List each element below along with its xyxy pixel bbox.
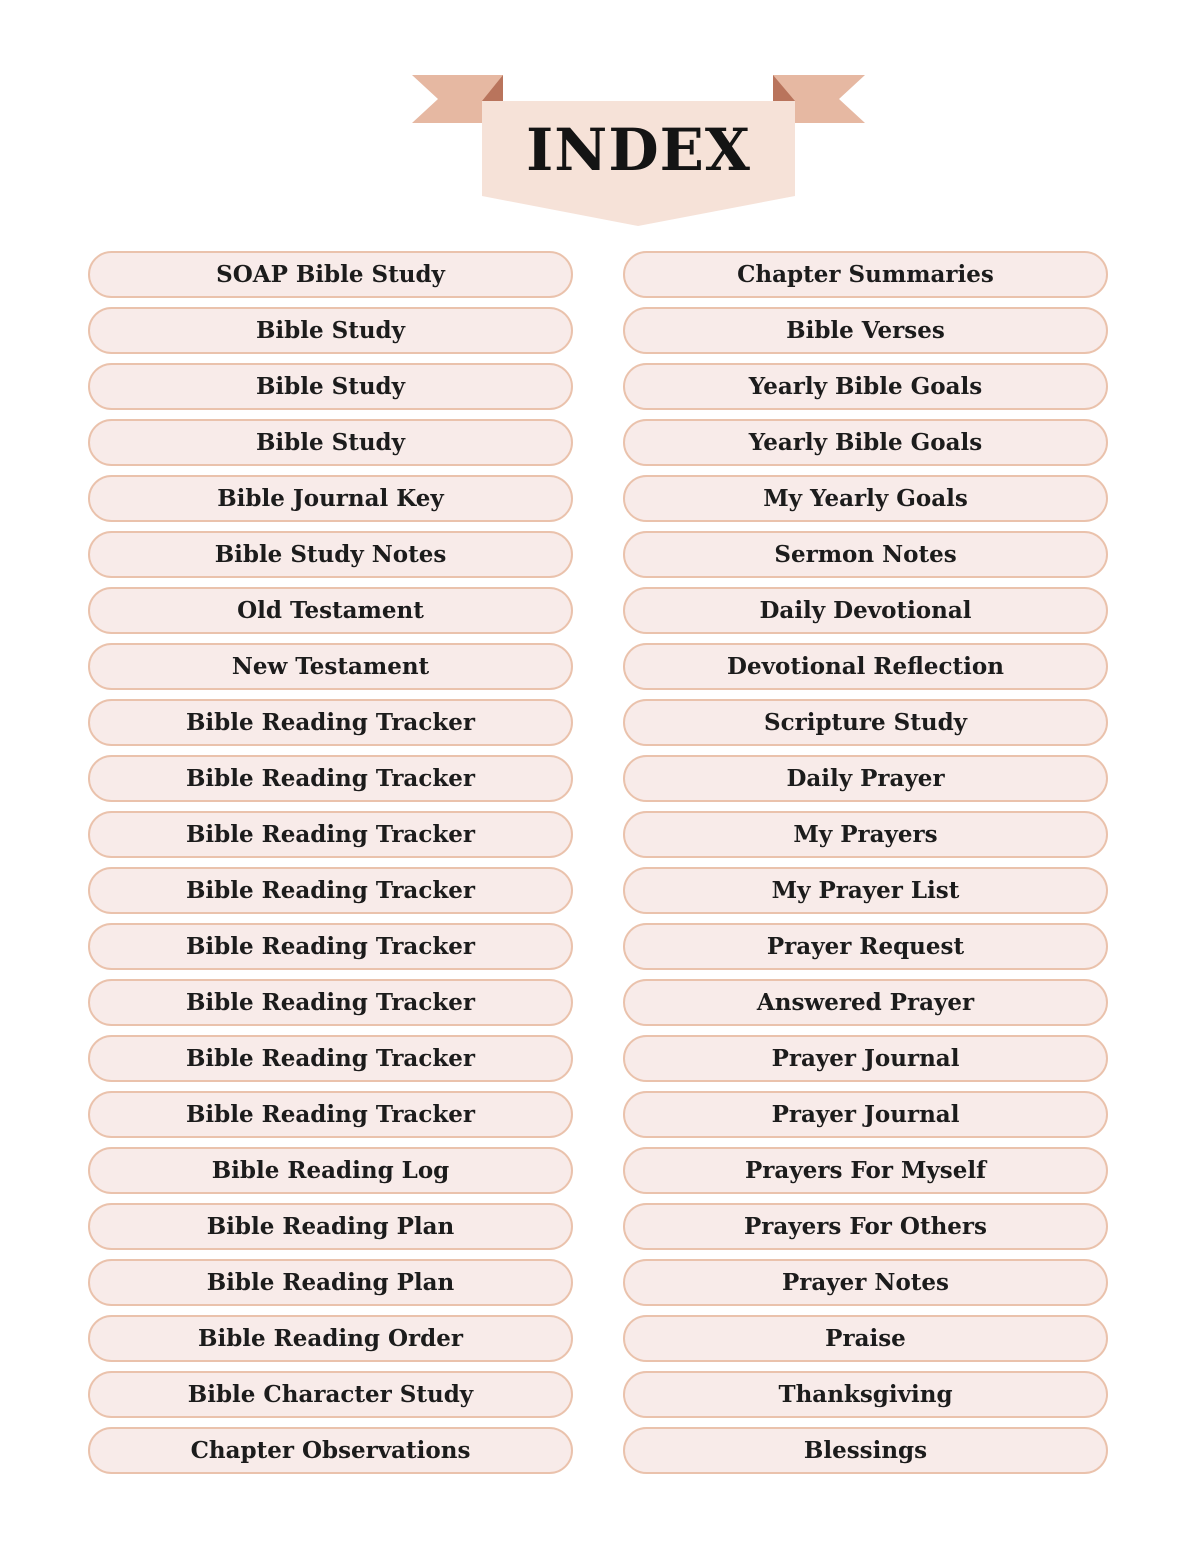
- index-entry-link[interactable]: My Yearly Goals: [623, 475, 1108, 522]
- index-entry-link[interactable]: Answered Prayer: [623, 979, 1108, 1026]
- index-entry-link[interactable]: Bible Reading Tracker: [88, 1035, 573, 1082]
- index-entry-link[interactable]: Chapter Observations: [88, 1427, 573, 1474]
- index-entry-link[interactable]: New Testament: [88, 643, 573, 690]
- index-entry-link[interactable]: Bible Reading Plan: [88, 1203, 573, 1250]
- index-entry-link[interactable]: Bible Character Study: [88, 1371, 573, 1418]
- index-entry-link[interactable]: Praise: [623, 1315, 1108, 1362]
- index-entry-link[interactable]: Prayers For Myself: [623, 1147, 1108, 1194]
- index-entry-link[interactable]: Bible Reading Tracker: [88, 1091, 573, 1138]
- index-entry-link[interactable]: Bible Reading Tracker: [88, 811, 573, 858]
- page-title: INDEX: [526, 116, 751, 184]
- index-entry-link[interactable]: Bible Verses: [623, 307, 1108, 354]
- title-banner: [0, 0, 1200, 240]
- index-entry-link[interactable]: Bible Reading Tracker: [88, 699, 573, 746]
- index-entry-link[interactable]: Thanksgiving: [623, 1371, 1108, 1418]
- index-entry-link[interactable]: Bible Study Notes: [88, 531, 573, 578]
- index-entry-link[interactable]: Sermon Notes: [623, 531, 1108, 578]
- index-entry-link[interactable]: Bible Study: [88, 419, 573, 466]
- index-entry-link[interactable]: Prayer Journal: [623, 1035, 1108, 1082]
- index-entry-link[interactable]: Bible Reading Plan: [88, 1259, 573, 1306]
- index-entry-link[interactable]: Prayer Journal: [623, 1091, 1108, 1138]
- index-entry-link[interactable]: Bible Reading Tracker: [88, 979, 573, 1026]
- index-entry-link[interactable]: Yearly Bible Goals: [623, 363, 1108, 410]
- index-entry-link[interactable]: My Prayer List: [623, 867, 1108, 914]
- index-entry-link[interactable]: Yearly Bible Goals: [623, 419, 1108, 466]
- index-entry-link[interactable]: Bible Reading Order: [88, 1315, 573, 1362]
- index-entry-link[interactable]: My Prayers: [623, 811, 1108, 858]
- index-entry-link[interactable]: Bible Study: [88, 363, 573, 410]
- index-entry-link[interactable]: Chapter Summaries: [623, 251, 1108, 298]
- index-entry-link[interactable]: Bible Reading Tracker: [88, 867, 573, 914]
- index-entry-link[interactable]: Bible Journal Key: [88, 475, 573, 522]
- index-entry-link[interactable]: Bible Study: [88, 307, 573, 354]
- index-entry-link[interactable]: Old Testament: [88, 587, 573, 634]
- index-entry-link[interactable]: Daily Devotional: [623, 587, 1108, 634]
- index-entry-link[interactable]: Prayer Notes: [623, 1259, 1108, 1306]
- index-entry-link[interactable]: Prayers For Others: [623, 1203, 1108, 1250]
- index-entry-link[interactable]: Bible Reading Tracker: [88, 923, 573, 970]
- index-entry-link[interactable]: Daily Prayer: [623, 755, 1108, 802]
- index-left-column: [88, 251, 573, 1483]
- index-entry-link[interactable]: SOAP Bible Study: [88, 251, 573, 298]
- index-entry-link[interactable]: Blessings: [623, 1427, 1108, 1474]
- index-entry-link[interactable]: Bible Reading Log: [88, 1147, 573, 1194]
- index-right-column: [623, 251, 1108, 1483]
- index-entry-link[interactable]: Bible Reading Tracker: [88, 755, 573, 802]
- index-entry-link[interactable]: Prayer Request: [623, 923, 1108, 970]
- index-entry-link[interactable]: Devotional Reflection: [623, 643, 1108, 690]
- index-entry-link[interactable]: Scripture Study: [623, 699, 1108, 746]
